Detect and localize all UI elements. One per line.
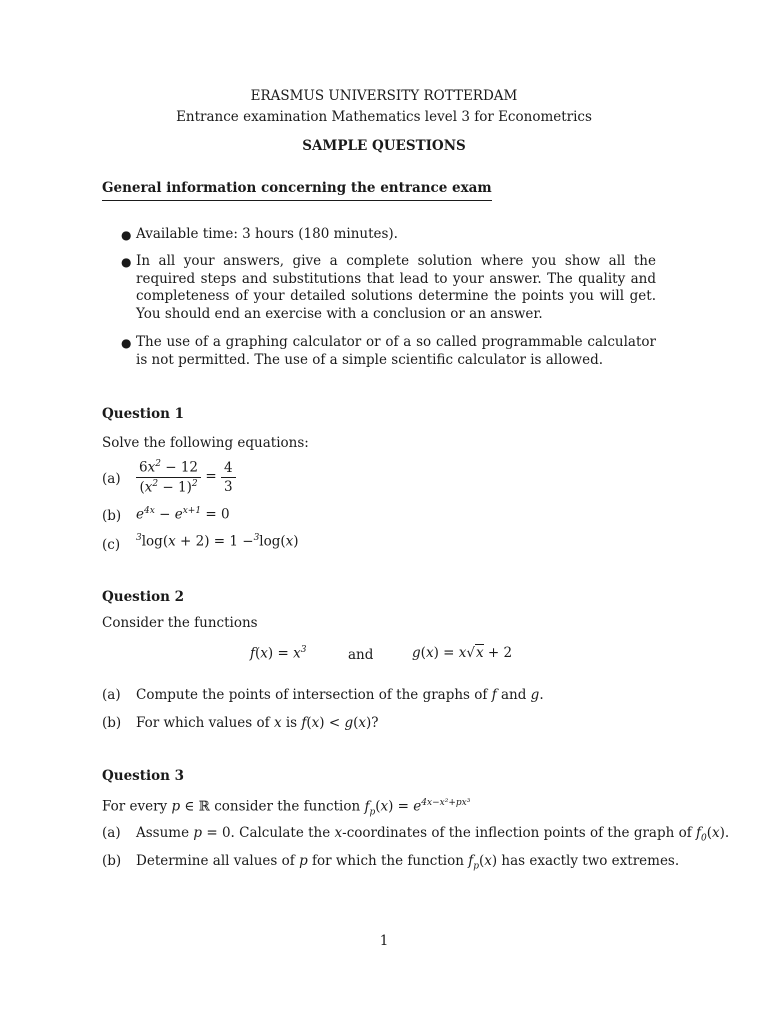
question2-label-b: (b) xyxy=(102,715,122,731)
bullet-icon: ● xyxy=(121,255,132,269)
question2-function-f: $f(x) = x^3$ xyxy=(250,645,307,662)
question1-label-b: (b) xyxy=(102,508,122,524)
university-name: ERASMUS UNIVERSITY ROTTERDAM xyxy=(250,88,518,104)
question2-part-a: Compute the points of intersection of the graphs of f and g. xyxy=(136,687,544,703)
question1-equation-a: $\frac{6x^2 - 12}{(x^2 - 1)^2}$ = $\frac{4}{3}$ xyxy=(136,459,236,495)
question3-label-a: (a) xyxy=(102,825,121,841)
question3-part-b: Determine all values of p for which the function $f_p(x)$ has exactly two extremes. xyxy=(136,853,680,872)
question1-label-a: (a) xyxy=(102,471,121,487)
question2-title: Question 2 xyxy=(102,589,185,605)
sample-questions-title: SAMPLE QUESTIONS xyxy=(302,138,466,154)
bullet-text-calculator: The use of a graphing calculator or of a so called programmable calculator is not permitted. The use of a simple scientific calculator is allowed. xyxy=(136,334,656,368)
question3-title: Question 3 xyxy=(102,768,185,784)
exam-title: Entrance examination Mathematics level 3 for Econometrics xyxy=(176,109,592,125)
question3-part-a: Assume p = 0. Calculate the x-coordinates of the inflection points of the graph of $f_0(x)$. xyxy=(136,825,730,844)
question2-intro: Consider the functions xyxy=(102,615,258,631)
question1-label-c: (c) xyxy=(102,537,121,553)
question3-label-b: (b) xyxy=(102,853,122,869)
general-info-heading: General information concerning the entrance exam xyxy=(102,180,492,201)
page-number: 1 xyxy=(379,933,389,949)
bullet-icon: ● xyxy=(121,336,132,350)
question3-intro: For every p ∈ ℝ consider the function $f_p(x) = e^{4x-x^2+px^3}$ xyxy=(102,798,471,818)
question1-equation-b: $e^{4x} - e^{x+1} = 0$ xyxy=(136,506,230,523)
question1-intro: Solve the following equations: xyxy=(102,435,309,451)
question2-function-g: g(x) = x√x + 2 xyxy=(412,645,513,661)
bullet-text-solutions: In all your answers, give a complete solution where you show all the required steps and substitutions that lead to your answer. The quality and completeness of your detailed solutions determine the points you will get. You should end an exercise with a conclusion or an answer. xyxy=(136,253,656,322)
question2-label-a: (a) xyxy=(102,687,121,703)
question2-part-b: For which values of x is f(x) < g(x)? xyxy=(136,715,379,731)
question1-title: Question 1 xyxy=(102,406,185,422)
question1-equation-c: $^3$log(x + 2) = 1 −$^3$log(x) xyxy=(136,533,299,550)
bullet-icon: ● xyxy=(121,228,132,242)
question2-and: and xyxy=(348,647,374,663)
bullet-text-time: Available time: 3 hours (180 minutes). xyxy=(136,226,398,242)
